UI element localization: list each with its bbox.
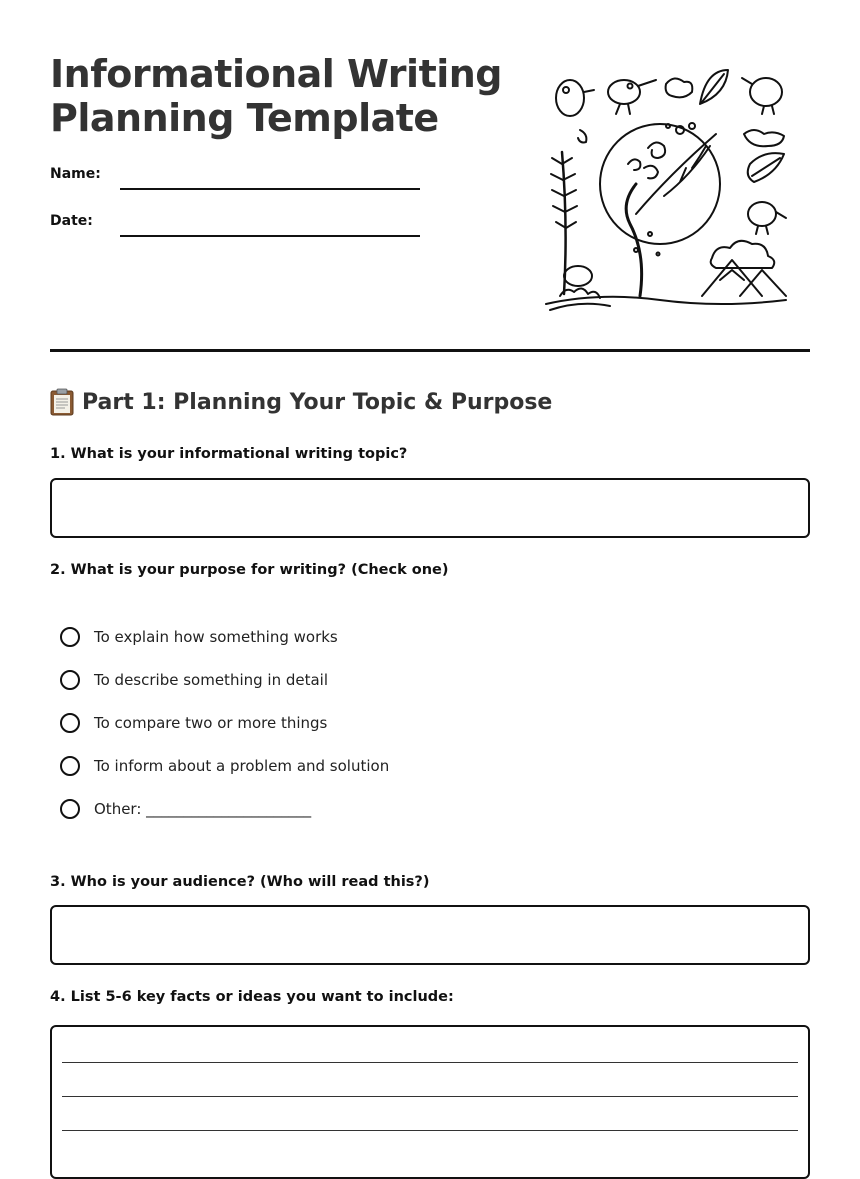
- question-2: 2. What is your purpose for writing? (Check one): [50, 562, 449, 578]
- radio-circle[interactable]: [60, 713, 80, 733]
- title-line-2: Planning Template: [50, 96, 439, 140]
- purpose-option-explain[interactable]: [60, 627, 338, 647]
- writing-line: [62, 1096, 798, 1097]
- clipboard-icon: [50, 388, 74, 416]
- audience-answer-box[interactable]: [50, 905, 810, 965]
- nature-illustration: [540, 64, 792, 316]
- date-field[interactable]: [50, 213, 430, 243]
- name-label: Name:: [50, 166, 101, 182]
- part1-title: Part 1: Planning Your Topic & Purpose: [82, 389, 553, 415]
- purpose-option-describe[interactable]: [60, 670, 328, 690]
- purpose-option-other[interactable]: [60, 799, 311, 819]
- option-label: To compare two or more things: [94, 714, 328, 732]
- date-line[interactable]: [120, 235, 420, 237]
- radio-circle[interactable]: [60, 627, 80, 647]
- key-facts-answer-box[interactable]: [50, 1025, 810, 1179]
- radio-circle[interactable]: [60, 756, 80, 776]
- title-line-1: Informational Writing: [50, 52, 503, 96]
- question-1: 1. What is your informational writing topic?: [50, 446, 408, 462]
- part1-heading: [50, 388, 552, 416]
- radio-circle[interactable]: [60, 799, 80, 819]
- option-label: To inform about a problem and solution: [94, 757, 390, 775]
- date-label: Date:: [50, 213, 93, 229]
- name-field[interactable]: [50, 166, 430, 196]
- radio-circle[interactable]: [60, 670, 80, 690]
- writing-line: [62, 1062, 798, 1063]
- name-line[interactable]: [120, 188, 420, 190]
- option-label: To explain how something works: [94, 628, 338, 646]
- topic-answer-box[interactable]: [50, 478, 810, 538]
- option-label: Other: ______________________: [94, 800, 312, 818]
- writing-line: [62, 1130, 798, 1131]
- header-divider: [50, 349, 810, 352]
- question-4: 4. List 5-6 key facts or ideas you want to include:: [50, 989, 454, 1005]
- question-3: 3. Who is your audience? (Who will read this?): [50, 874, 430, 890]
- purpose-option-problem-solution[interactable]: [60, 756, 389, 776]
- purpose-option-compare[interactable]: [60, 713, 327, 733]
- page-title: [50, 52, 520, 140]
- option-label: To describe something in detail: [94, 671, 329, 689]
